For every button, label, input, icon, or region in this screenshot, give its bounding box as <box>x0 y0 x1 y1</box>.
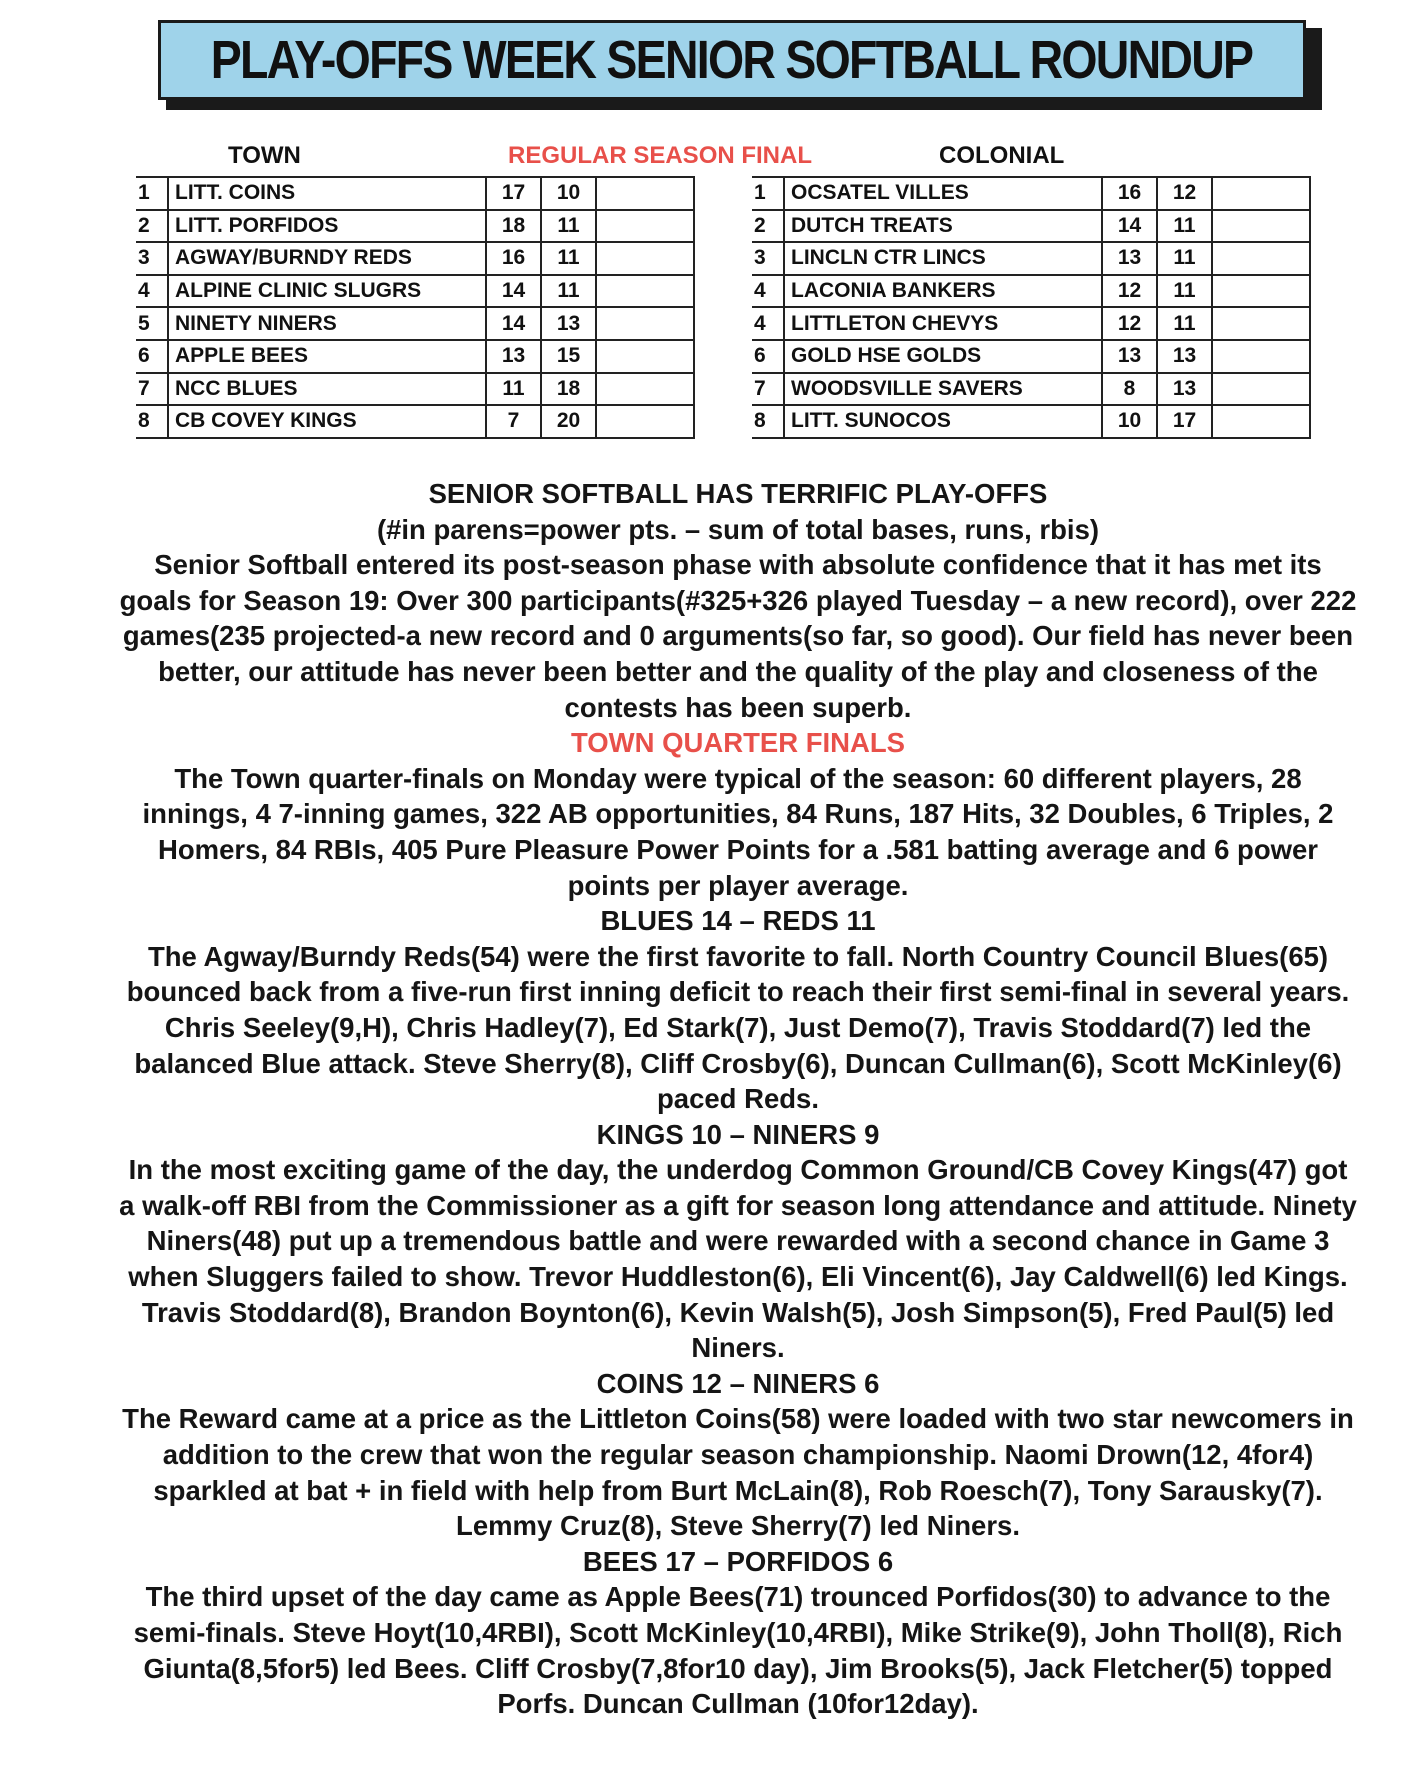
losses-cell: 11 <box>541 210 596 243</box>
standings-row <box>136 275 694 308</box>
article <box>118 476 1358 1722</box>
team-name-cell: LINCLN CTR LINCS <box>784 242 1102 275</box>
rank-cell: 5 <box>136 307 168 340</box>
rank-cell: 6 <box>136 340 168 373</box>
article-intro: Senior Softball entered its post-season phase with absolute confidence that it has met its goals for Season 19: Over 300 participants(#325+326 played Tuesday – a new record), over 222 games(235 projected-a new record and 0 arguments(so far, so good). Our field has never been better, our attitude has never been better and the quality of the play and closeness of the contests has been superb. <box>119 549 1357 723</box>
colonial-standings-table <box>752 176 1311 439</box>
rank-cell: 8 <box>752 405 784 438</box>
standings-row <box>136 177 694 210</box>
town-standings-table <box>136 176 695 439</box>
wins-cell: 8 <box>1102 373 1157 406</box>
team-name-cell: LITT. SUNOCOS <box>784 405 1102 438</box>
standings-row <box>752 242 1310 275</box>
blank-cell <box>1212 177 1310 210</box>
blank-cell <box>1212 210 1310 243</box>
losses-cell: 11 <box>1157 307 1212 340</box>
standings-row <box>752 210 1310 243</box>
losses-cell: 13 <box>1157 340 1212 373</box>
team-name-cell: OCSATEL VILLES <box>784 177 1102 210</box>
blank-cell <box>1212 340 1310 373</box>
section-heading: TOWN QUARTER FINALS <box>570 727 906 759</box>
rank-cell: 4 <box>136 275 168 308</box>
rank-cell: 4 <box>752 275 784 308</box>
article-subhead: (#in parens=power pts. – sum of total bases, runs, rbis) <box>376 513 1100 545</box>
losses-cell: 17 <box>1157 405 1212 438</box>
losses-cell: 11 <box>1157 275 1212 308</box>
wins-cell: 13 <box>1102 242 1157 275</box>
standings-row <box>136 210 694 243</box>
standings-row <box>136 340 694 373</box>
team-name-cell: AGWAY/BURNDY REDS <box>168 242 486 275</box>
game-recap: The Reward came at a price as the Littleton Coins(58) were loaded with two star newcomers in addition to the crew that won the regular season championship. Naomi Drown(12, 4for4) sparkled at bat + in field with help from Burt McLain(8), Rob Roesch(7), Tony Sarausky(7). Lemmy Cruz(8), Steve Sherry(7) led Niners. <box>122 1403 1354 1542</box>
colonial-label: COLONIAL <box>939 142 1065 169</box>
standings-row <box>752 275 1310 308</box>
rank-cell: 7 <box>136 373 168 406</box>
rank-cell: 2 <box>752 210 784 243</box>
game-recap: The Agway/Burndy Reds(54) were the first favorite to fall. North Country Council Blues(65) bounced back from a five-run first inning deficit to reach their first semi-final in several years. Chris Seeley(9,H), Chris Hadley(7), Ed Stark(7), Just Demo(7), Travis Stoddard(7) led the balanced Blue attack. Steve Sherry(8), Cliff Crosby(6), Duncan Cullman(6), Scott McKinley(6) paced Reds. <box>126 940 1350 1115</box>
game-recap: The third upset of the day came as Apple Bees(71) trounced Porfidos(30) to advance to the semi-finals. Steve Hoyt(10,4RBI), Scott McKinley(10,4RBI), Mike Strike(9), John Tholl(8), Rich Giunta(8,5for5) led Bees. Cliff Crosby(7,8for10 day), Jim Brooks(5), Jack Fletcher(5) topped Porfs. Duncan Cullman (10for12day). <box>133 1581 1343 1720</box>
wins-cell: 17 <box>486 177 541 210</box>
wins-cell: 16 <box>1102 177 1157 210</box>
rank-cell: 3 <box>752 242 784 275</box>
title-banner <box>158 20 1306 100</box>
rank-cell: 2 <box>136 210 168 243</box>
game-recap: In the most exciting game of the day, the underdog Common Ground/CB Covey Kings(47) got a walk-off RBI from the Commissioner as a gift for season long attendance and attitude. Ninety Niners(48) put up a tremendous battle and were rewarded with a second chance in Game 3 when Sluggers failed to show. Trevor Huddleston(6), Eli Vincent(6), Jay Caldwell(6) led Kings. Travis Stoddard(8), Brandon Boynton(6), Kevin Walsh(5), Josh Simpson(5), Fred Paul(5) led Niners. <box>119 1154 1357 1364</box>
wins-cell: 7 <box>486 405 541 438</box>
standings-row <box>752 340 1310 373</box>
town-label: TOWN <box>228 142 301 169</box>
wins-cell: 12 <box>1102 307 1157 340</box>
rank-cell: 6 <box>752 340 784 373</box>
team-name-cell: CB COVEY KINGS <box>168 405 486 438</box>
team-name-cell: GOLD HSE GOLDS <box>784 340 1102 373</box>
standings-row <box>136 405 694 438</box>
losses-cell: 11 <box>541 242 596 275</box>
losses-cell: 11 <box>541 275 596 308</box>
blank-cell <box>1212 373 1310 406</box>
losses-cell: 12 <box>1157 177 1212 210</box>
blank-cell <box>596 340 694 373</box>
blank-cell <box>596 275 694 308</box>
losses-cell: 11 <box>1157 242 1212 275</box>
game-heading: BLUES 14 – REDS 11 <box>600 905 876 937</box>
standings-row <box>136 242 694 275</box>
losses-cell: 20 <box>541 405 596 438</box>
team-name-cell: NCC BLUES <box>168 373 486 406</box>
wins-cell: 14 <box>1102 210 1157 243</box>
team-name-cell: DUTCH TREATS <box>784 210 1102 243</box>
team-name-cell: LITTLETON CHEVYS <box>784 307 1102 340</box>
team-name-cell: NINETY NINERS <box>168 307 486 340</box>
blank-cell <box>1212 275 1310 308</box>
team-name-cell: ALPINE CLINIC SLUGRS <box>168 275 486 308</box>
standings-row <box>752 177 1310 210</box>
blank-cell <box>596 210 694 243</box>
rank-cell: 7 <box>752 373 784 406</box>
team-name-cell: WOODSVILLE SAVERS <box>784 373 1102 406</box>
game-heading: KINGS 10 – NINERS 9 <box>596 1118 880 1150</box>
section-intro: The Town quarter-finals on Monday were typical of the season: 60 different players, 28 innings, 4 7-inning games, 322 AB opportunities, 84 Runs, 187 Hits, 32 Doubles, 6 Triples, 2 Homers, 84 RBIs, 405 Pure Pleasure Power Points for a .581 batting average and 6 power points per player average. <box>142 762 1334 901</box>
standings-row <box>136 373 694 406</box>
wins-cell: 13 <box>486 340 541 373</box>
regular-season-label: REGULAR SEASON FINAL <box>508 142 813 169</box>
game-heading: COINS 12 – NINERS 6 <box>596 1367 880 1399</box>
blank-cell <box>596 307 694 340</box>
standings-row <box>136 307 694 340</box>
rank-cell: 1 <box>136 177 168 210</box>
losses-cell: 15 <box>541 340 596 373</box>
losses-cell: 10 <box>541 177 596 210</box>
team-name-cell: LITT. PORFIDOS <box>168 210 486 243</box>
blank-cell <box>596 373 694 406</box>
standings-row <box>752 307 1310 340</box>
blank-cell <box>596 242 694 275</box>
page-title: PLAY-OFFS WEEK SENIOR SOFTBALL ROUNDUP <box>211 30 1253 90</box>
game-heading: BEES 17 – PORFIDOS 6 <box>582 1545 894 1577</box>
blank-cell <box>1212 405 1310 438</box>
blank-cell <box>1212 242 1310 275</box>
blank-cell <box>596 405 694 438</box>
rank-cell: 3 <box>136 242 168 275</box>
blank-cell <box>596 177 694 210</box>
wins-cell: 14 <box>486 307 541 340</box>
wins-cell: 12 <box>1102 275 1157 308</box>
standings-row <box>752 405 1310 438</box>
team-name-cell: LACONIA BANKERS <box>784 275 1102 308</box>
standings-row <box>752 373 1310 406</box>
blank-cell <box>1212 307 1310 340</box>
wins-cell: 14 <box>486 275 541 308</box>
losses-cell: 13 <box>541 307 596 340</box>
wins-cell: 16 <box>486 242 541 275</box>
wins-cell: 10 <box>1102 405 1157 438</box>
wins-cell: 11 <box>486 373 541 406</box>
article-headline: SENIOR SOFTBALL HAS TERRIFIC PLAY-OFFS <box>428 478 1048 509</box>
team-name-cell: APPLE BEES <box>168 340 486 373</box>
losses-cell: 18 <box>541 373 596 406</box>
losses-cell: 13 <box>1157 373 1212 406</box>
rank-cell: 8 <box>136 405 168 438</box>
team-name-cell: LITT. COINS <box>168 177 486 210</box>
losses-cell: 11 <box>1157 210 1212 243</box>
rank-cell: 4 <box>752 307 784 340</box>
rank-cell: 1 <box>752 177 784 210</box>
wins-cell: 18 <box>486 210 541 243</box>
wins-cell: 13 <box>1102 340 1157 373</box>
